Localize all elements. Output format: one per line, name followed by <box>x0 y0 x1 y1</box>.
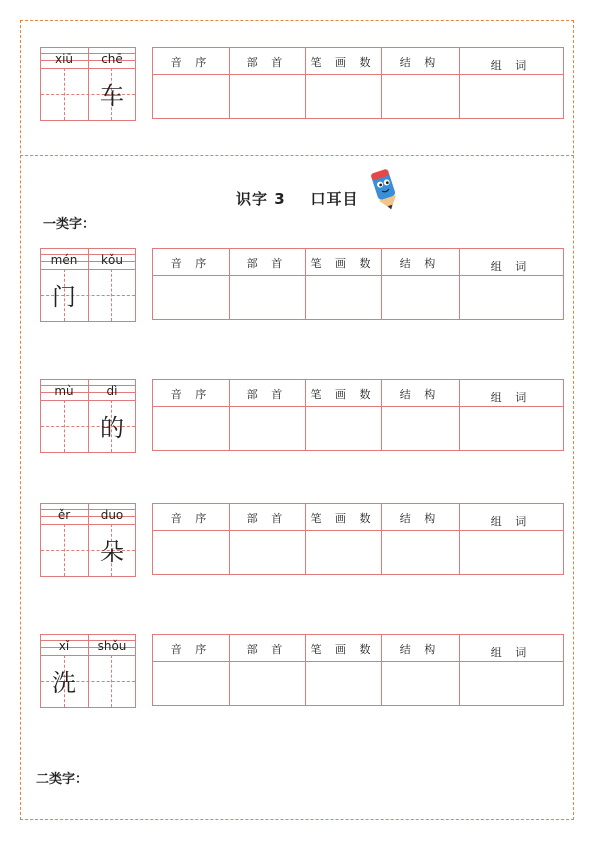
header-bihuashu: 笔 画 数 <box>310 257 376 270</box>
char-info-table <box>152 47 564 119</box>
header-jiegou: 结 构 <box>399 388 441 401</box>
char-info-table <box>152 503 564 575</box>
header-bushou: 部 首 <box>246 512 288 525</box>
pinyin-2: kǒu <box>101 253 123 267</box>
section-divider <box>20 155 574 156</box>
char-info-table <box>152 379 564 451</box>
lesson-title: 识字 3 口耳目 <box>236 190 359 208</box>
header-yinxu: 音 序 <box>170 512 212 525</box>
pinyin-grid <box>40 248 136 322</box>
header-zuci: 组 词 <box>490 646 532 659</box>
pinyin-2: shǒu <box>97 639 127 653</box>
header-yinxu: 音 序 <box>170 257 212 270</box>
char-info-table <box>152 248 564 320</box>
header-jiegou: 结 构 <box>399 56 441 69</box>
header-jiegou: 结 构 <box>399 257 441 270</box>
hanzi-2: 的 <box>100 414 124 442</box>
pinyin-1: ěr <box>57 508 71 522</box>
header-yinxu: 音 序 <box>170 56 212 69</box>
pinyin-2: duo <box>100 508 124 522</box>
header-yinxu: 音 序 <box>170 388 212 401</box>
char-row <box>40 248 565 323</box>
header-bihuashu: 笔 画 数 <box>310 512 376 525</box>
char-info-table <box>152 634 564 706</box>
header-bihuashu: 笔 画 数 <box>310 643 376 656</box>
section-label-class1: 一类字： <box>43 217 96 232</box>
pinyin-grid <box>40 379 136 453</box>
pinyin-grid <box>40 47 136 121</box>
char-row <box>40 379 565 454</box>
header-jiegou: 结 构 <box>399 643 441 656</box>
hanzi-2: 朵 <box>100 538 124 566</box>
hanzi-1: 门 <box>52 283 76 311</box>
pinyin-2: chē <box>101 52 123 66</box>
pinyin-grid <box>40 503 136 577</box>
char-row <box>40 634 565 709</box>
header-zuci: 组 词 <box>490 515 532 528</box>
header-bushou: 部 首 <box>246 56 288 69</box>
pencil-mascot-icon <box>362 166 410 214</box>
char-row <box>40 47 565 122</box>
header-yinxu: 音 序 <box>170 643 212 656</box>
header-zuci: 组 词 <box>490 59 532 72</box>
pinyin-1: mén <box>50 253 78 267</box>
pinyin-1: xǐ <box>58 639 70 653</box>
header-bushou: 部 首 <box>246 388 288 401</box>
pinyin-2: dì <box>106 384 118 398</box>
section-label-class2: 二类字： <box>36 772 89 787</box>
hanzi-1: 洗 <box>52 669 76 697</box>
header-bushou: 部 首 <box>246 643 288 656</box>
char-row <box>40 503 565 578</box>
pinyin-1: mù <box>54 384 74 398</box>
header-bihuashu: 笔 画 数 <box>310 56 376 69</box>
pinyin-1: xiū <box>54 52 74 66</box>
hanzi-2: 车 <box>100 82 124 110</box>
header-zuci: 组 词 <box>490 391 532 404</box>
header-bihuashu: 笔 画 数 <box>310 388 376 401</box>
header-bushou: 部 首 <box>246 257 288 270</box>
header-zuci: 组 词 <box>490 260 532 273</box>
pinyin-grid <box>40 634 136 708</box>
header-jiegou: 结 构 <box>399 512 441 525</box>
